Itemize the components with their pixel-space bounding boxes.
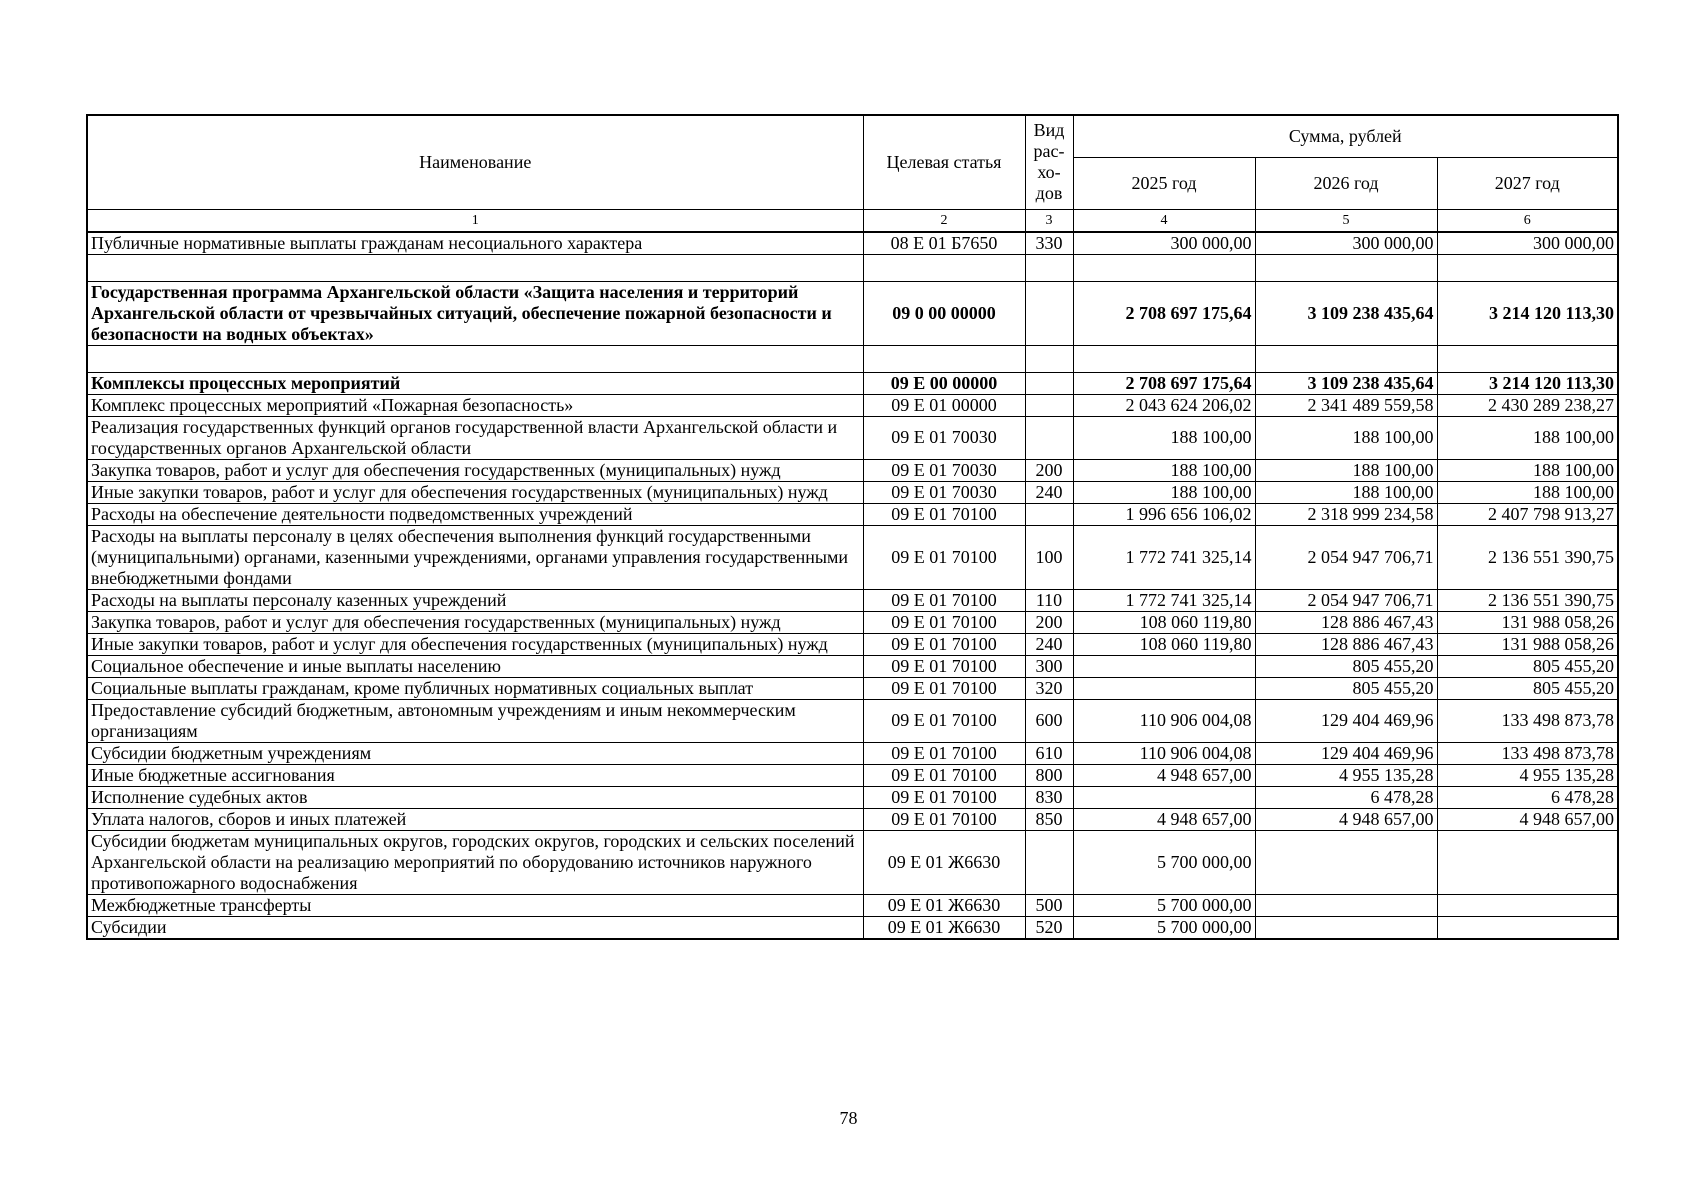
row-amount-2025: 5 700 000,00: [1073, 894, 1255, 916]
row-amount-2026: [1255, 894, 1437, 916]
row-amount-2025: 2 708 697 175,64: [1073, 372, 1255, 394]
row-expense-type: 500: [1025, 894, 1073, 916]
row-expense-type: [1025, 254, 1073, 281]
row-expense-type: [1025, 372, 1073, 394]
row-target-article: 09 Е 01 70100: [863, 786, 1025, 808]
row-expense-type: [1025, 830, 1073, 894]
row-amount-2026: 2 318 999 234,58: [1255, 503, 1437, 525]
row-target-article: 09 Е 01 Ж6630: [863, 916, 1025, 939]
page-number: 78: [839, 1108, 858, 1128]
row-amount-2026: 300 000,00: [1255, 232, 1437, 255]
table-row: [87, 525, 1618, 589]
row-amount-2027: [1437, 830, 1618, 894]
table-row: [87, 894, 1618, 916]
row-target-article: 09 Е 01 70100: [863, 677, 1025, 699]
row-amount-2027: 4 955 135,28: [1437, 764, 1618, 786]
row-target-article: 09 Е 01 70100: [863, 503, 1025, 525]
row-amount-2025: 188 100,00: [1073, 481, 1255, 503]
row-name: Публичные нормативные выплаты гражданам несоциального характера: [87, 232, 863, 255]
row-expense-type: 320: [1025, 677, 1073, 699]
row-name: Межбюджетные трансферты: [87, 894, 863, 916]
row-amount-2025: 4 948 657,00: [1073, 808, 1255, 830]
row-amount-2025: [1073, 254, 1255, 281]
row-amount-2025: 188 100,00: [1073, 416, 1255, 459]
header-year-2027: 2027 год: [1437, 157, 1618, 209]
row-amount-2026: 2 341 489 559,58: [1255, 394, 1437, 416]
row-amount-2027: 2 407 798 913,27: [1437, 503, 1618, 525]
row-amount-2026: 128 886 467,43: [1255, 633, 1437, 655]
row-amount-2027: 3 214 120 113,30: [1437, 281, 1618, 345]
row-amount-2027: 3 214 120 113,30: [1437, 372, 1618, 394]
row-name: Реализация государственных функций органов государственной власти Архангельской области и государственных органов Архангельской области: [87, 416, 863, 459]
row-name: Закупка товаров, работ и услуг для обеспечения государственных (муниципальных) нужд: [87, 459, 863, 481]
table-row: [87, 677, 1618, 699]
row-target-article: 09 Е 01 Ж6630: [863, 830, 1025, 894]
row-name: Уплата налогов, сборов и иных платежей: [87, 808, 863, 830]
row-amount-2025: 1 772 741 325,14: [1073, 589, 1255, 611]
table-row: [87, 503, 1618, 525]
row-expense-type: 830: [1025, 786, 1073, 808]
row-amount-2026: 3 109 238 435,64: [1255, 372, 1437, 394]
row-target-article: 09 Е 01 70100: [863, 655, 1025, 677]
row-amount-2025: 110 906 004,08: [1073, 742, 1255, 764]
row-amount-2026: [1255, 254, 1437, 281]
column-number-row: [87, 209, 1618, 232]
row-target-article: 08 Е 01 Б7650: [863, 232, 1025, 255]
row-target-article: 09 Е 01 70100: [863, 525, 1025, 589]
row-target-article: 09 Е 01 70030: [863, 459, 1025, 481]
row-target-article: 09 Е 01 70100: [863, 699, 1025, 742]
row-amount-2025: 2 043 624 206,02: [1073, 394, 1255, 416]
row-amount-2027: 805 455,20: [1437, 677, 1618, 699]
row-amount-2025: [1073, 677, 1255, 699]
row-expense-type: [1025, 416, 1073, 459]
row-amount-2026: 128 886 467,43: [1255, 611, 1437, 633]
row-amount-2026: 2 054 947 706,71: [1255, 525, 1437, 589]
row-amount-2026: 188 100,00: [1255, 416, 1437, 459]
row-amount-2025: 4 948 657,00: [1073, 764, 1255, 786]
row-amount-2027: 131 988 058,26: [1437, 611, 1618, 633]
row-expense-type: [1025, 394, 1073, 416]
row-expense-type: 850: [1025, 808, 1073, 830]
row-target-article: 09 Е 01 70030: [863, 481, 1025, 503]
header-target-article: Целевая статья: [863, 115, 1025, 209]
row-expense-type: 520: [1025, 916, 1073, 939]
row-expense-type: [1025, 503, 1073, 525]
table-row: [87, 459, 1618, 481]
table-row: [87, 394, 1618, 416]
column-number: 2: [863, 209, 1025, 232]
row-amount-2027: 133 498 873,78: [1437, 699, 1618, 742]
row-target-article: [863, 345, 1025, 372]
row-expense-type: 100: [1025, 525, 1073, 589]
table-row: [87, 281, 1618, 345]
row-name: Субсидии бюджетам муниципальных округов, городских округов, городских и сельских поселений Архангельской области на реализацию мероприятий по оборудованию источников наружного противопожарного водоснабжения: [87, 830, 863, 894]
row-amount-2026: 4 948 657,00: [1255, 808, 1437, 830]
row-name: Расходы на обеспечение деятельности подведомственных учреждений: [87, 503, 863, 525]
row-amount-2026: [1255, 345, 1437, 372]
row-amount-2025: 1 772 741 325,14: [1073, 525, 1255, 589]
column-number: 5: [1255, 209, 1437, 232]
header-sum-group: Сумма, рублей: [1073, 115, 1618, 157]
table-row: [87, 764, 1618, 786]
row-amount-2027: 805 455,20: [1437, 655, 1618, 677]
table-row: [87, 481, 1618, 503]
row-amount-2027: 188 100,00: [1437, 481, 1618, 503]
row-name: [87, 254, 863, 281]
spacer-row: [87, 254, 1618, 281]
row-amount-2026: 129 404 469,96: [1255, 699, 1437, 742]
row-expense-type: 240: [1025, 633, 1073, 655]
row-target-article: 09 Е 01 70100: [863, 611, 1025, 633]
row-amount-2027: 131 988 058,26: [1437, 633, 1618, 655]
row-expense-type: [1025, 345, 1073, 372]
table-row: [87, 916, 1618, 939]
row-amount-2027: 300 000,00: [1437, 232, 1618, 255]
row-name: Комплекс процессных мероприятий «Пожарная безопасность»: [87, 394, 863, 416]
row-amount-2025: [1073, 786, 1255, 808]
row-target-article: 09 Е 01 70030: [863, 416, 1025, 459]
table-row: [87, 742, 1618, 764]
table-row: [87, 372, 1618, 394]
row-name: Расходы на выплаты персоналу в целях обеспечения выполнения функций государственными (муниципальными) органами, казенными учреждениями, органами управления государственными внебюджетными фондами: [87, 525, 863, 589]
row-amount-2025: 1 996 656 106,02: [1073, 503, 1255, 525]
row-target-article: 09 Е 01 70100: [863, 808, 1025, 830]
row-name: Иные бюджетные ассигнования: [87, 764, 863, 786]
row-name: Иные закупки товаров, работ и услуг для обеспечения государственных (муниципальных) нужд: [87, 633, 863, 655]
row-name: Социальные выплаты гражданам, кроме публичных нормативных социальных выплат: [87, 677, 863, 699]
row-amount-2026: [1255, 830, 1437, 894]
row-amount-2025: 188 100,00: [1073, 459, 1255, 481]
row-name: Исполнение судебных актов: [87, 786, 863, 808]
row-name: Государственная программа Архангельской области «Защита населения и территорий Архангельской области от чрезвычайных ситуаций, обеспечение пожарной безопасности и безопасности на водных объектах»: [87, 281, 863, 345]
row-amount-2026: 2 054 947 706,71: [1255, 589, 1437, 611]
column-number: 6: [1437, 209, 1618, 232]
header-year-2025: 2025 год: [1073, 157, 1255, 209]
row-amount-2027: 2 136 551 390,75: [1437, 589, 1618, 611]
table-row: [87, 416, 1618, 459]
table-body: [87, 232, 1618, 939]
budget-table: [86, 114, 1619, 940]
row-amount-2025: 2 708 697 175,64: [1073, 281, 1255, 345]
row-amount-2026: [1255, 916, 1437, 939]
row-amount-2027: 188 100,00: [1437, 459, 1618, 481]
row-amount-2025: 108 060 119,80: [1073, 611, 1255, 633]
row-amount-2026: 4 955 135,28: [1255, 764, 1437, 786]
row-expense-type: 200: [1025, 611, 1073, 633]
row-name: Субсидии: [87, 916, 863, 939]
row-name: Закупка товаров, работ и услуг для обеспечения государственных (муниципальных) нужд: [87, 611, 863, 633]
row-amount-2027: 188 100,00: [1437, 416, 1618, 459]
row-target-article: 09 Е 01 70100: [863, 764, 1025, 786]
row-target-article: 09 Е 00 00000: [863, 372, 1025, 394]
row-amount-2027: [1437, 254, 1618, 281]
row-amount-2026: 129 404 469,96: [1255, 742, 1437, 764]
row-expense-type: [1025, 281, 1073, 345]
header-expense-type: Вид рас- хо- дов: [1025, 115, 1073, 209]
row-amount-2026: 6 478,28: [1255, 786, 1437, 808]
row-amount-2025: 5 700 000,00: [1073, 830, 1255, 894]
row-expense-type: 200: [1025, 459, 1073, 481]
row-amount-2025: 108 060 119,80: [1073, 633, 1255, 655]
column-number: 3: [1025, 209, 1073, 232]
table-row: [87, 589, 1618, 611]
table-row: [87, 655, 1618, 677]
table-row: [87, 699, 1618, 742]
row-target-article: 09 Е 01 70100: [863, 633, 1025, 655]
row-name: Социальное обеспечение и иные выплаты населению: [87, 655, 863, 677]
table-header: [87, 115, 1618, 232]
row-amount-2026: 805 455,20: [1255, 677, 1437, 699]
row-amount-2025: [1073, 345, 1255, 372]
table-row: [87, 808, 1618, 830]
row-target-article: 09 Е 01 Ж6630: [863, 894, 1025, 916]
spacer-row: [87, 345, 1618, 372]
row-amount-2027: 4 948 657,00: [1437, 808, 1618, 830]
row-amount-2025: 300 000,00: [1073, 232, 1255, 255]
row-target-article: 09 Е 01 00000: [863, 394, 1025, 416]
row-amount-2026: 805 455,20: [1255, 655, 1437, 677]
table-row: [87, 232, 1618, 255]
row-name: Предоставление субсидий бюджетным, автономным учреждениям и иным некоммерческим организациям: [87, 699, 863, 742]
row-target-article: [863, 254, 1025, 281]
row-amount-2027: 2 430 289 238,27: [1437, 394, 1618, 416]
row-amount-2027: 2 136 551 390,75: [1437, 525, 1618, 589]
row-target-article: 09 Е 01 70100: [863, 589, 1025, 611]
row-expense-type: 800: [1025, 764, 1073, 786]
header-name: Наименование: [87, 115, 863, 209]
table-row: [87, 830, 1618, 894]
table-row: [87, 611, 1618, 633]
row-name: Иные закупки товаров, работ и услуг для обеспечения государственных (муниципальных) нужд: [87, 481, 863, 503]
row-amount-2026: 3 109 238 435,64: [1255, 281, 1437, 345]
row-amount-2025: [1073, 655, 1255, 677]
column-number: 4: [1073, 209, 1255, 232]
row-amount-2027: 6 478,28: [1437, 786, 1618, 808]
table-row: [87, 786, 1618, 808]
row-expense-type: 300: [1025, 655, 1073, 677]
row-amount-2027: [1437, 345, 1618, 372]
row-expense-type: 240: [1025, 481, 1073, 503]
table-row: [87, 633, 1618, 655]
row-amount-2025: 5 700 000,00: [1073, 916, 1255, 939]
header-year-2026: 2026 год: [1255, 157, 1437, 209]
row-expense-type: 110: [1025, 589, 1073, 611]
column-number: 1: [87, 209, 863, 232]
row-name: Комплексы процессных мероприятий: [87, 372, 863, 394]
row-amount-2025: 110 906 004,08: [1073, 699, 1255, 742]
row-expense-type: 610: [1025, 742, 1073, 764]
row-amount-2026: 188 100,00: [1255, 481, 1437, 503]
row-amount-2027: [1437, 916, 1618, 939]
row-target-article: 09 0 00 00000: [863, 281, 1025, 345]
row-amount-2027: [1437, 894, 1618, 916]
row-name: Расходы на выплаты персоналу казенных учреждений: [87, 589, 863, 611]
row-name: [87, 345, 863, 372]
row-expense-type: 330: [1025, 232, 1073, 255]
row-expense-type: 600: [1025, 699, 1073, 742]
row-target-article: 09 Е 01 70100: [863, 742, 1025, 764]
row-amount-2026: 188 100,00: [1255, 459, 1437, 481]
row-amount-2027: 133 498 873,78: [1437, 742, 1618, 764]
row-name: Субсидии бюджетным учреждениям: [87, 742, 863, 764]
